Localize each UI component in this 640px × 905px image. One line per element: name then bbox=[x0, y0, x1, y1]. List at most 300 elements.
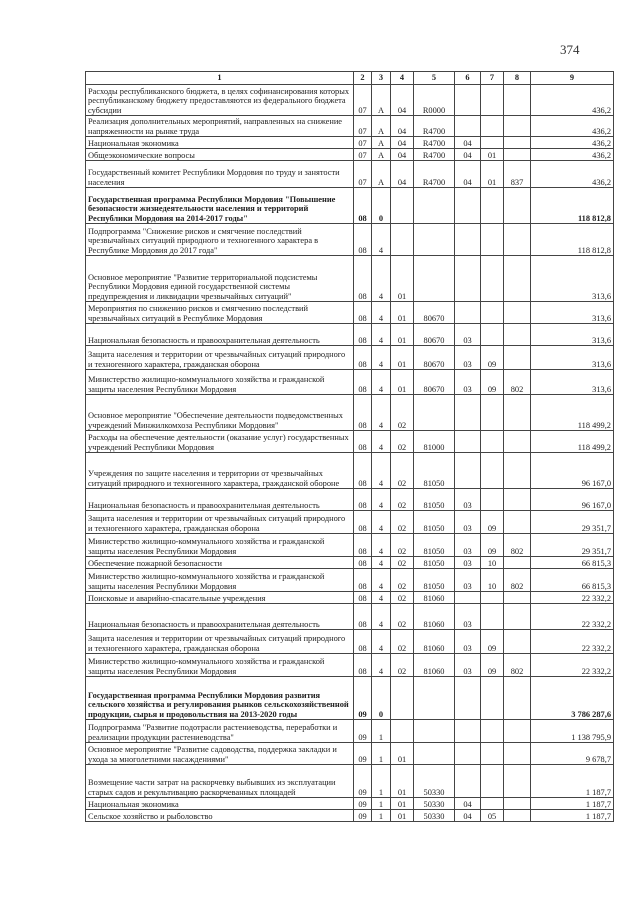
code-cell bbox=[504, 489, 531, 511]
code-cell: 81060 bbox=[414, 654, 455, 677]
table-row bbox=[86, 720, 614, 743]
code-cell bbox=[455, 302, 481, 324]
code-cell: 02 bbox=[391, 604, 414, 630]
code-cell: 03 bbox=[455, 604, 481, 630]
code-cell: 80670 bbox=[414, 346, 455, 370]
code-cell: 4 bbox=[372, 346, 391, 370]
code-cell: 04 bbox=[455, 161, 481, 188]
code-cell: 01 bbox=[391, 346, 414, 370]
code-cell: 03 bbox=[455, 324, 481, 346]
code-cell bbox=[481, 431, 504, 453]
code-cell: 81050 bbox=[414, 569, 455, 592]
code-cell: 08 bbox=[354, 346, 372, 370]
row-name-cell: Основное мероприятие "Развитие садоводства, поддержка закладки и ухода за многолетними насаждениями" bbox=[86, 743, 354, 765]
code-cell: 03 bbox=[455, 534, 481, 557]
code-cell: 09 bbox=[481, 630, 504, 654]
amount-cell: 66 815,3 bbox=[531, 569, 614, 592]
table-row bbox=[86, 489, 614, 511]
code-cell bbox=[504, 592, 531, 604]
amount-cell: 29 351,7 bbox=[531, 511, 614, 534]
code-cell: 1 bbox=[372, 720, 391, 743]
code-cell bbox=[504, 395, 531, 431]
code-cell bbox=[504, 137, 531, 149]
row-name-cell: Министерство жилищно-коммунального хозяйства и гражданской защиты населения Республики Мордовия bbox=[86, 370, 354, 395]
code-cell bbox=[455, 395, 481, 431]
code-cell: 04 bbox=[391, 116, 414, 137]
code-cell bbox=[414, 720, 455, 743]
code-cell bbox=[455, 677, 481, 720]
code-cell: 07 bbox=[354, 149, 372, 161]
row-name-cell: Национальная безопасность и правоохранительная деятельность bbox=[86, 604, 354, 630]
table-row bbox=[86, 431, 614, 453]
amount-cell: 1 187,7 bbox=[531, 765, 614, 798]
amount-cell: 436,2 bbox=[531, 149, 614, 161]
row-name-cell: Обеспечение пожарной безопасности bbox=[86, 557, 354, 569]
code-cell: 81060 bbox=[414, 592, 455, 604]
column-header: 4 bbox=[391, 72, 414, 85]
row-name-cell: Учреждения по защите населения и территории от чрезвычайных ситуаций природного и техногенного характера, гражданской обороне bbox=[86, 453, 354, 489]
code-cell: 10 bbox=[481, 557, 504, 569]
code-cell: 07 bbox=[354, 85, 372, 116]
code-cell: 02 bbox=[391, 557, 414, 569]
row-name-cell: Защита населения и территории от чрезвычайных ситуаций природного и техногенного характера, гражданская оборона bbox=[86, 346, 354, 370]
amount-cell: 118 499,2 bbox=[531, 431, 614, 453]
amount-cell: 313,6 bbox=[531, 370, 614, 395]
amount-cell: 96 167,0 bbox=[531, 453, 614, 489]
code-cell bbox=[504, 431, 531, 453]
code-cell bbox=[504, 188, 531, 224]
table-row bbox=[86, 302, 614, 324]
amount-cell: 9 678,7 bbox=[531, 743, 614, 765]
table-row bbox=[86, 511, 614, 534]
code-cell bbox=[481, 395, 504, 431]
table-row bbox=[86, 765, 614, 798]
code-cell: 03 bbox=[455, 346, 481, 370]
column-header: 8 bbox=[504, 72, 531, 85]
code-cell: 4 bbox=[372, 302, 391, 324]
page-number: 374 bbox=[560, 42, 580, 57]
column-header: 1 bbox=[86, 72, 354, 85]
code-cell: 08 bbox=[354, 489, 372, 511]
column-header: 6 bbox=[455, 72, 481, 85]
amount-cell: 1 187,7 bbox=[531, 798, 614, 810]
code-cell: 03 bbox=[455, 630, 481, 654]
table-row bbox=[86, 346, 614, 370]
code-cell bbox=[504, 798, 531, 810]
code-cell bbox=[481, 489, 504, 511]
code-cell bbox=[455, 85, 481, 116]
code-cell: 1 bbox=[372, 810, 391, 822]
code-cell bbox=[481, 604, 504, 630]
code-cell: 50330 bbox=[414, 810, 455, 822]
code-cell: 802 bbox=[504, 534, 531, 557]
code-cell bbox=[504, 720, 531, 743]
code-cell: 01 bbox=[391, 256, 414, 302]
table-row bbox=[86, 188, 614, 224]
code-cell bbox=[504, 346, 531, 370]
amount-cell: 1 187,7 bbox=[531, 810, 614, 822]
code-cell: 04 bbox=[391, 149, 414, 161]
code-cell bbox=[414, 256, 455, 302]
code-cell bbox=[504, 810, 531, 822]
code-cell: 01 bbox=[391, 798, 414, 810]
code-cell: А bbox=[372, 161, 391, 188]
row-name-cell: Государственная программа Республики Мордовия "Повышение безопасности жизнедеятельности населения и территорий Республики Мордовия на 2014-2017 годы" bbox=[86, 188, 354, 224]
code-cell bbox=[504, 116, 531, 137]
code-cell: 802 bbox=[504, 569, 531, 592]
code-cell bbox=[504, 302, 531, 324]
code-cell: 802 bbox=[504, 654, 531, 677]
code-cell: 50330 bbox=[414, 798, 455, 810]
row-name-cell: Государственный комитет Республики Мордовия по труду и занятости населения bbox=[86, 161, 354, 188]
amount-cell: 3 786 287,6 bbox=[531, 677, 614, 720]
row-name-cell: Основное мероприятие "Обеспечение деятельности подведомственных учреждений Минжилкомхоза Республики Мордовия" bbox=[86, 395, 354, 431]
amount-cell: 118 812,8 bbox=[531, 224, 614, 256]
code-cell bbox=[504, 511, 531, 534]
table-row bbox=[86, 592, 614, 604]
code-cell: 04 bbox=[455, 810, 481, 822]
table-row bbox=[86, 453, 614, 489]
code-cell bbox=[481, 256, 504, 302]
row-name-cell: Национальная экономика bbox=[86, 798, 354, 810]
table-header-row bbox=[86, 72, 614, 85]
code-cell bbox=[504, 743, 531, 765]
code-cell: 0 bbox=[372, 677, 391, 720]
amount-cell: 29 351,7 bbox=[531, 534, 614, 557]
code-cell: 81060 bbox=[414, 604, 455, 630]
code-cell: 08 bbox=[354, 557, 372, 569]
code-cell bbox=[414, 395, 455, 431]
code-cell: 08 bbox=[354, 370, 372, 395]
code-cell: 81050 bbox=[414, 489, 455, 511]
code-cell bbox=[481, 188, 504, 224]
code-cell: 4 bbox=[372, 489, 391, 511]
code-cell: 4 bbox=[372, 654, 391, 677]
code-cell: 03 bbox=[455, 511, 481, 534]
code-cell: R0000 bbox=[414, 85, 455, 116]
code-cell bbox=[481, 798, 504, 810]
code-cell: 09 bbox=[481, 346, 504, 370]
amount-cell: 313,6 bbox=[531, 256, 614, 302]
code-cell: 08 bbox=[354, 256, 372, 302]
column-header: 2 bbox=[354, 72, 372, 85]
code-cell bbox=[414, 677, 455, 720]
code-cell: 01 bbox=[391, 743, 414, 765]
code-cell: 4 bbox=[372, 370, 391, 395]
code-cell: 08 bbox=[354, 395, 372, 431]
table-row bbox=[86, 149, 614, 161]
code-cell bbox=[481, 720, 504, 743]
code-cell: 01 bbox=[391, 810, 414, 822]
amount-cell: 313,6 bbox=[531, 324, 614, 346]
budget-table bbox=[85, 71, 614, 822]
row-name-cell: Основное мероприятие "Развитие территориальной подсистемы Республики Мордовия единой государственной системы предупреждения и ликвидации чрезвычайных ситуаций" bbox=[86, 256, 354, 302]
table-row bbox=[86, 370, 614, 395]
code-cell: 02 bbox=[391, 569, 414, 592]
code-cell bbox=[455, 431, 481, 453]
amount-cell: 436,2 bbox=[531, 85, 614, 116]
row-name-cell: Министерство жилищно-коммунального хозяйства и гражданской защиты населения Республики Мордовия bbox=[86, 534, 354, 557]
code-cell: 80670 bbox=[414, 370, 455, 395]
code-cell: 04 bbox=[391, 85, 414, 116]
code-cell: R4700 bbox=[414, 116, 455, 137]
row-name-cell: Сельское хозяйство и рыболовство bbox=[86, 810, 354, 822]
code-cell: 81050 bbox=[414, 453, 455, 489]
code-cell: 4 bbox=[372, 431, 391, 453]
code-cell: 02 bbox=[391, 592, 414, 604]
code-cell: 80670 bbox=[414, 324, 455, 346]
code-cell bbox=[481, 224, 504, 256]
amount-cell: 118 499,2 bbox=[531, 395, 614, 431]
code-cell: 09 bbox=[481, 534, 504, 557]
code-cell bbox=[481, 116, 504, 137]
code-cell bbox=[391, 188, 414, 224]
code-cell: 4 bbox=[372, 511, 391, 534]
code-cell: 09 bbox=[354, 743, 372, 765]
code-cell: 04 bbox=[391, 137, 414, 149]
code-cell: 09 bbox=[481, 370, 504, 395]
row-name-cell: Общеэкономические вопросы bbox=[86, 149, 354, 161]
amount-cell: 96 167,0 bbox=[531, 489, 614, 511]
code-cell: 81050 bbox=[414, 534, 455, 557]
row-name-cell: Национальная безопасность и правоохранительная деятельность bbox=[86, 489, 354, 511]
code-cell bbox=[414, 224, 455, 256]
code-cell: 02 bbox=[391, 534, 414, 557]
code-cell bbox=[455, 188, 481, 224]
code-cell: 07 bbox=[354, 137, 372, 149]
code-cell: 4 bbox=[372, 395, 391, 431]
table-row bbox=[86, 557, 614, 569]
code-cell: 03 bbox=[455, 489, 481, 511]
code-cell: 03 bbox=[455, 654, 481, 677]
amount-cell: 22 332,2 bbox=[531, 630, 614, 654]
code-cell: 50330 bbox=[414, 765, 455, 798]
code-cell bbox=[504, 224, 531, 256]
code-cell bbox=[504, 604, 531, 630]
code-cell bbox=[455, 592, 481, 604]
code-cell bbox=[481, 765, 504, 798]
code-cell: 01 bbox=[481, 161, 504, 188]
table-row bbox=[86, 256, 614, 302]
code-cell bbox=[481, 137, 504, 149]
code-cell bbox=[504, 149, 531, 161]
row-name-cell: Национальная экономика bbox=[86, 137, 354, 149]
row-name-cell: Министерство жилищно-коммунального хозяйства и гражданской защиты населения Республики Мордовия bbox=[86, 569, 354, 592]
code-cell bbox=[504, 630, 531, 654]
code-cell: 08 bbox=[354, 630, 372, 654]
code-cell: 02 bbox=[391, 489, 414, 511]
code-cell bbox=[481, 743, 504, 765]
amount-cell: 22 332,2 bbox=[531, 592, 614, 604]
code-cell: 08 bbox=[354, 324, 372, 346]
code-cell: 09 bbox=[354, 798, 372, 810]
code-cell: 09 bbox=[481, 511, 504, 534]
code-cell: 02 bbox=[391, 630, 414, 654]
code-cell: 4 bbox=[372, 324, 391, 346]
row-name-cell: Расходы на обеспечение деятельности (оказание услуг) государственных учреждений Республики Мордовия bbox=[86, 431, 354, 453]
code-cell: 837 bbox=[504, 161, 531, 188]
row-name-cell: Подпрограмма "Развитие подотрасли растениеводства, переработки и реализации продукции растениеводства" bbox=[86, 720, 354, 743]
amount-cell: 118 812,8 bbox=[531, 188, 614, 224]
row-name-cell: Подпрограмма "Снижение рисков и смягчение последствий чрезвычайных ситуаций природного и техногенного характера в Республике Мордовия до 2017 года" bbox=[86, 224, 354, 256]
code-cell: А bbox=[372, 137, 391, 149]
code-cell: 02 bbox=[391, 453, 414, 489]
code-cell: 02 bbox=[391, 431, 414, 453]
code-cell: R4700 bbox=[414, 149, 455, 161]
code-cell: 04 bbox=[391, 161, 414, 188]
code-cell: 08 bbox=[354, 592, 372, 604]
code-cell: 01 bbox=[391, 370, 414, 395]
code-cell: 81060 bbox=[414, 630, 455, 654]
code-cell: 4 bbox=[372, 592, 391, 604]
code-cell: 03 bbox=[455, 370, 481, 395]
code-cell: 08 bbox=[354, 604, 372, 630]
code-cell bbox=[481, 324, 504, 346]
code-cell: 03 bbox=[455, 569, 481, 592]
code-cell: 01 bbox=[391, 324, 414, 346]
row-name-cell: Национальная безопасность и правоохранительная деятельность bbox=[86, 324, 354, 346]
code-cell: 4 bbox=[372, 256, 391, 302]
amount-cell: 313,6 bbox=[531, 346, 614, 370]
code-cell: 80670 bbox=[414, 302, 455, 324]
row-name-cell: Реализация дополнительных мероприятий, направленных на снижение напряженности на рынке труда bbox=[86, 116, 354, 137]
code-cell: 08 bbox=[354, 302, 372, 324]
code-cell: 08 bbox=[354, 534, 372, 557]
code-cell: 802 bbox=[504, 370, 531, 395]
table-row bbox=[86, 743, 614, 765]
table-row bbox=[86, 395, 614, 431]
amount-cell: 436,2 bbox=[531, 116, 614, 137]
code-cell: 01 bbox=[391, 765, 414, 798]
code-cell: 4 bbox=[372, 557, 391, 569]
code-cell: 4 bbox=[372, 604, 391, 630]
amount-cell: 22 332,2 bbox=[531, 654, 614, 677]
table-row bbox=[86, 224, 614, 256]
table-row bbox=[86, 161, 614, 188]
table-row bbox=[86, 604, 614, 630]
code-cell: 04 bbox=[455, 137, 481, 149]
code-cell bbox=[414, 188, 455, 224]
code-cell: 1 bbox=[372, 765, 391, 798]
amount-cell: 436,2 bbox=[531, 137, 614, 149]
code-cell: R4700 bbox=[414, 161, 455, 188]
code-cell: 81050 bbox=[414, 511, 455, 534]
amount-cell: 22 332,2 bbox=[531, 604, 614, 630]
code-cell: 4 bbox=[372, 569, 391, 592]
amount-cell: 436,2 bbox=[531, 161, 614, 188]
code-cell bbox=[504, 765, 531, 798]
code-cell: 0 bbox=[372, 188, 391, 224]
code-cell bbox=[504, 557, 531, 569]
code-cell bbox=[481, 85, 504, 116]
code-cell: 1 bbox=[372, 743, 391, 765]
row-name-cell: Мероприятия по снижению рисков и смягчению последствий чрезвычайных ситуаций в Республике Мордовия bbox=[86, 302, 354, 324]
code-cell bbox=[504, 324, 531, 346]
code-cell bbox=[504, 677, 531, 720]
row-name-cell: Поисковые и аварийно-спасательные учреждения bbox=[86, 592, 354, 604]
code-cell: 09 bbox=[354, 677, 372, 720]
row-name-cell: Министерство жилищно-коммунального хозяйства и гражданской защиты населения Республики Мордовия bbox=[86, 654, 354, 677]
code-cell: R4700 bbox=[414, 137, 455, 149]
table-row bbox=[86, 798, 614, 810]
code-cell: А bbox=[372, 116, 391, 137]
table-row bbox=[86, 116, 614, 137]
code-cell bbox=[481, 677, 504, 720]
row-name-cell: Защита населения и территории от чрезвычайных ситуаций природного и техногенного характера, гражданская оборона bbox=[86, 630, 354, 654]
table-row bbox=[86, 85, 614, 116]
code-cell: 08 bbox=[354, 431, 372, 453]
code-cell: 4 bbox=[372, 534, 391, 557]
row-name-cell: Расходы республиканского бюджета, в целях софинансирования которых республиканскому бюджету предоставляются из федерального бюджета субсидии bbox=[86, 85, 354, 116]
code-cell: 4 bbox=[372, 453, 391, 489]
code-cell: А bbox=[372, 85, 391, 116]
code-cell: 08 bbox=[354, 188, 372, 224]
code-cell: 07 bbox=[354, 116, 372, 137]
table-row bbox=[86, 569, 614, 592]
code-cell bbox=[391, 720, 414, 743]
table-row bbox=[86, 810, 614, 822]
code-cell: 09 bbox=[354, 810, 372, 822]
column-header: 7 bbox=[481, 72, 504, 85]
column-header: 5 bbox=[414, 72, 455, 85]
code-cell bbox=[414, 743, 455, 765]
code-cell bbox=[455, 453, 481, 489]
code-cell: 02 bbox=[391, 395, 414, 431]
code-cell: 1 bbox=[372, 798, 391, 810]
code-cell bbox=[391, 224, 414, 256]
table-row bbox=[86, 654, 614, 677]
code-cell: 08 bbox=[354, 224, 372, 256]
code-cell: 03 bbox=[455, 557, 481, 569]
code-cell: А bbox=[372, 149, 391, 161]
table-row bbox=[86, 137, 614, 149]
row-name-cell: Защита населения и территории от чрезвычайных ситуаций природного и техногенного характера, гражданская оборона bbox=[86, 511, 354, 534]
code-cell: 4 bbox=[372, 224, 391, 256]
code-cell bbox=[455, 224, 481, 256]
table-row bbox=[86, 534, 614, 557]
row-name-cell: Возмещение части затрат на раскорчевку выбывших из эксплуатации старых садов и рекультивацию раскорчеванных площадей bbox=[86, 765, 354, 798]
code-cell: 07 bbox=[354, 161, 372, 188]
code-cell: 01 bbox=[481, 149, 504, 161]
amount-cell: 66 815,3 bbox=[531, 557, 614, 569]
code-cell: 08 bbox=[354, 569, 372, 592]
code-cell: 10 bbox=[481, 569, 504, 592]
code-cell bbox=[504, 453, 531, 489]
code-cell bbox=[455, 256, 481, 302]
code-cell bbox=[455, 743, 481, 765]
code-cell bbox=[481, 302, 504, 324]
code-cell: 05 bbox=[481, 810, 504, 822]
code-cell: 09 bbox=[481, 654, 504, 677]
code-cell: 09 bbox=[354, 765, 372, 798]
table-row bbox=[86, 324, 614, 346]
code-cell: 08 bbox=[354, 453, 372, 489]
code-cell: 08 bbox=[354, 511, 372, 534]
code-cell bbox=[455, 765, 481, 798]
code-cell: 81000 bbox=[414, 431, 455, 453]
code-cell: 4 bbox=[372, 630, 391, 654]
code-cell: 01 bbox=[391, 302, 414, 324]
code-cell bbox=[391, 677, 414, 720]
row-name-cell: Государственная программа Республики Мордовия развития сельского хозяйства и регулирования рынков сельскохозяйственной продукции, сырья и продовольствия на 2013-2020 годы bbox=[86, 677, 354, 720]
amount-cell: 313,6 bbox=[531, 302, 614, 324]
code-cell bbox=[481, 592, 504, 604]
code-cell bbox=[481, 453, 504, 489]
code-cell bbox=[504, 256, 531, 302]
code-cell: 04 bbox=[455, 149, 481, 161]
code-cell bbox=[455, 116, 481, 137]
code-cell: 09 bbox=[354, 720, 372, 743]
